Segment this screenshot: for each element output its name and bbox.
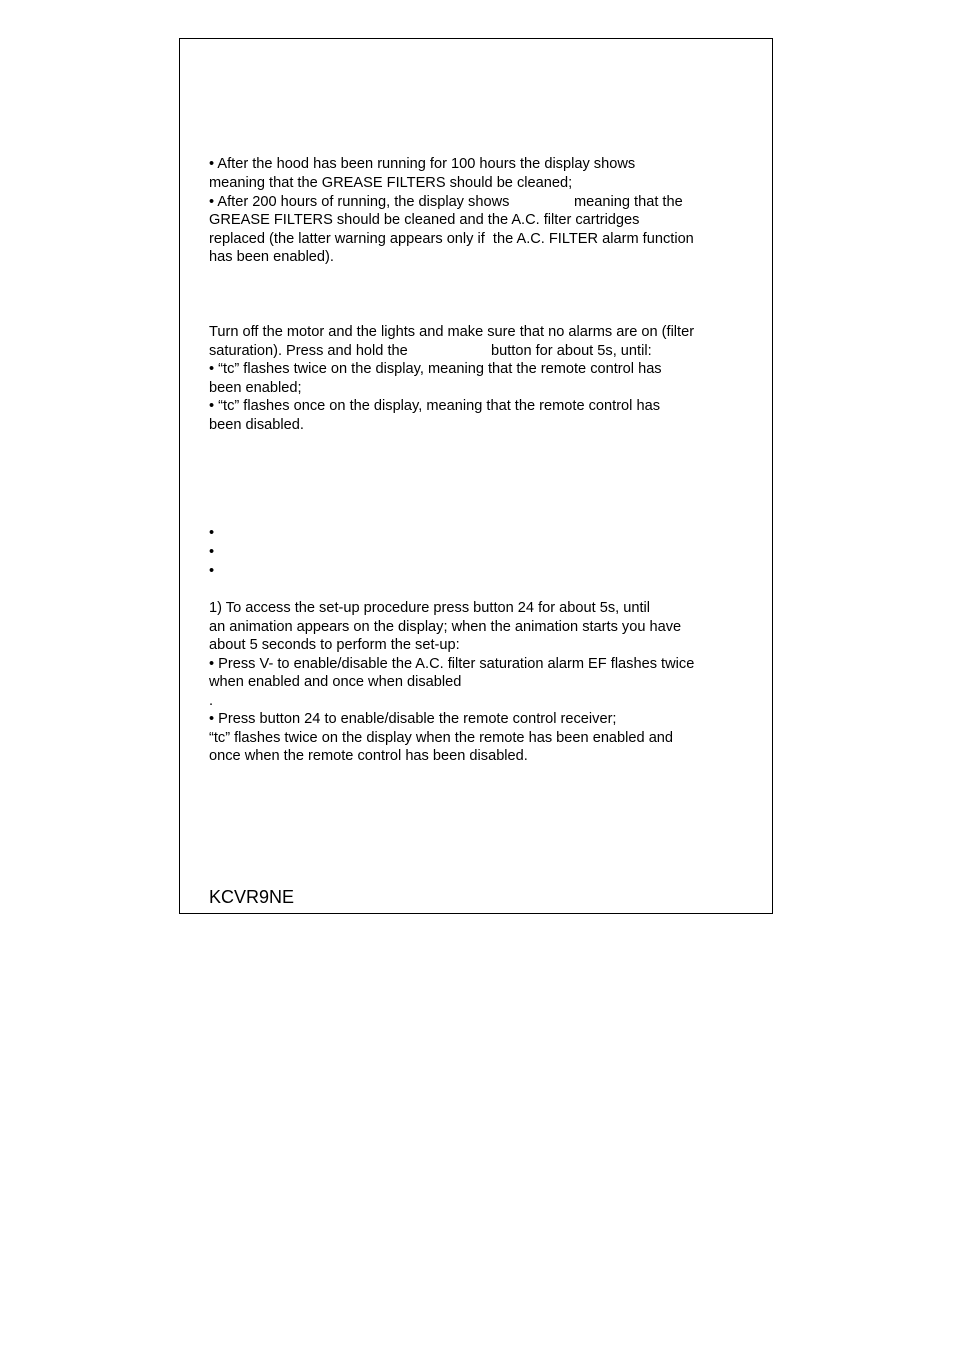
remote-line-5: • “tc” flashes once on the display, meaning that the remote control has (209, 398, 661, 414)
filters-line-5: replaced (the latter warning appears only if the A.C. FILTER alarm function (209, 231, 694, 247)
remote-line-1: Turn off the motor and the lights and make sure that no alarms are on (filter (209, 324, 695, 340)
remote-line-2b: button for about 5s, until: (491, 343, 652, 359)
remote-line-4: been enabled; (209, 380, 302, 396)
bullet-2: • (209, 544, 215, 560)
bullet-3: • (209, 563, 215, 579)
filters-line-6: has been enabled). (209, 249, 334, 265)
model-code: KCVR9NE (209, 887, 295, 907)
setup-line-3: about 5 seconds to perform the set-up: (209, 637, 460, 653)
setup-line-2: an animation appears on the display; when the animation starts you have (209, 619, 682, 635)
remote-line-2: saturation). Press and hold the (209, 343, 408, 359)
bullet-1: • (209, 525, 215, 541)
setup-line-4: • Press V- to enable/disable the A.C. filter saturation alarm EF flashes twice (209, 656, 695, 672)
remote-line-3: • “tc” flashes twice on the display, meaning that the remote control has (209, 361, 662, 377)
filters-line-4: GREASE FILTERS should be cleaned and the A.C. filter cartridges (209, 212, 640, 228)
filters-line-2: meaning that the GREASE FILTERS should be cleaned; (209, 175, 573, 191)
filters-line-3: • After 200 hours of running, the display shows (209, 194, 510, 210)
setup-line-9: once when the remote control has been disabled. (209, 748, 528, 764)
setup-line-8: “tc” flashes twice on the display when the remote has been enabled and (209, 730, 674, 746)
setup-line-5: when enabled and once when disabled (209, 674, 462, 690)
remote-line-6: been disabled. (209, 417, 304, 433)
filters-line-3b: meaning that the (574, 194, 683, 210)
setup-line-7: • Press button 24 to enable/disable the remote control receiver; (209, 711, 617, 727)
setup-line-6: . (209, 693, 214, 709)
filters-line-1: • After the hood has been running for 100 hours the display shows (209, 156, 636, 172)
setup-line-1: 1) To access the set-up procedure press button 24 for about 5s, until (209, 600, 651, 616)
